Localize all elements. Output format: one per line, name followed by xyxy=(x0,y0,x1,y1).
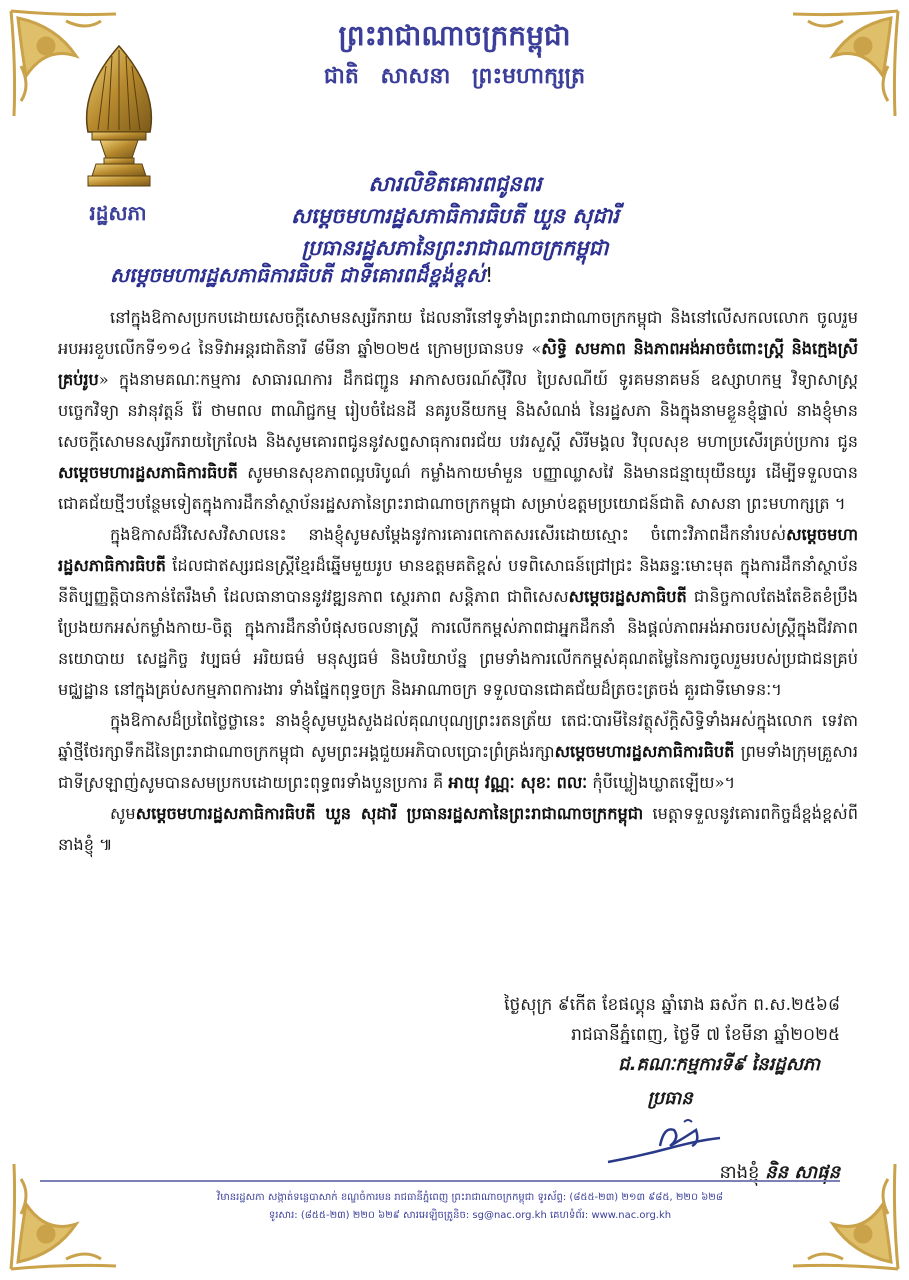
title-line: ប្រធានរដ្ឋសភានៃព្រះរាជាណាចក្រកម្ពុជា xyxy=(301,235,609,260)
footer-address: វិមានរដ្ឋសភា សង្កាត់ទន្លេបាសាក់ ខណ្ឌចំការមន រាជធានីភ្នំពេញ ព្រះរាជាណាចក្រកម្ពុជា ទូរស័ព្ទ: (៨៥៥-២៣) ២១៣ ៩៨៥, ២២០ ៦២៨ xyxy=(217,1192,723,1203)
salutation-mark: ! xyxy=(485,263,494,287)
honorific-text: សម្តេចមហារដ្ឋសភាធិការធិបតី xyxy=(58,463,238,482)
paragraph xyxy=(58,798,858,860)
salutation-text: សម្តេចមហារដ្ឋសភាធិការធិបតី ជាទីគោរពដ៏ខ្ពង់ខ្ពស់ xyxy=(110,263,486,287)
paragraph xyxy=(58,519,858,705)
paragraph xyxy=(58,705,858,798)
text-run: » ក្នុងនាមគណៈកម្មការ សាធារណការ ដឹកជញ្ជូន អាកាសចរណ៍ស៊ីវិល ប្រៃសណីយ៍ ទូរគមនាគមន៍ ឧស្សាហកម្ម វិទ្យាសាស្ត្រ បច្ចេកវិទ្យា នវានុវត្តន៍ រ៉ែ ថាមពល ពាណិជ្ជកម្ម រៀបចំដែនដី នគរូបនីយកម្ម និងសំណង់ នៃរដ្ឋសភា និងក្នុងនាមខ្លួនខ្ញុំផ្ទាល់ នាងខ្ញុំមានសេចក្តីសោមនស្សរីករាយក្រៃលែង និងសូមគោរពជូននូវសព្ទសាធុការពរជ័យ បវរសួស្តី សិរីមង្គល វិបុលសុខ មហាប្រសើរគ្រប់ប្រការ ជូន xyxy=(58,370,858,451)
honorific-text: សម្តេចមហារដ្ឋសភាធិការធិបតី xyxy=(554,742,735,761)
emblem-label: រដ្ឋសភា xyxy=(89,201,147,225)
paragraph xyxy=(58,302,858,519)
signatory-title: ប្រធាន xyxy=(647,1088,693,1109)
letter-title xyxy=(150,168,760,264)
ornament-corner-icon xyxy=(6,1154,126,1274)
text-run: ដែលជាឥស្សរជនស្ត្រីខ្មែរដ៏ឆ្នើមមួយរូប មានឧត្តមគតិខ្ពស់ បទពិសោធន៍ជ្រៅជ្រះ និងឆន្ទៈមោះមុត ក្នុងការដឹកនាំស្ថាប័ននីតិប្បញ្ញត្តិបានកាន់តែរឹងមាំ ដែលធានាបាននូវវឌ្ឍនភាព ស្ថេរភាព សន្តិភាព ជាពិសេស xyxy=(58,556,858,606)
letter-body xyxy=(58,302,858,860)
footer-contact: ទូរសារ: (៨៥៥-២៣) ២២០ ៦២៩ សារអេឡិចត្រូនិច: sg@nac.org.kh គេហទំព័រ: www.nac.org.kh xyxy=(268,1210,672,1221)
signer-name xyxy=(620,1160,840,1187)
text-run: ក្នុងឱកាសដ៏ប្រពៃថ្លៃថ្លានេះ នាងខ្ញុំសូមបួងសួងដល់គុណបុណ្យព្រះរតនត្រ័យ តេជៈបារមីនៃវត្ថុស័ក្តិសិទ្ធិទាំងអស់ក្នុងលោក ទេវតាឆ្នាំថ្មីថែរក្សាទឹកដីនៃព្រះរាជាណាចក្រកម្ពុជា សូមព្រះអង្គជួយអភិបាលប្រោះព្រំគ្រង់រក្សា xyxy=(58,711,858,761)
text-run: នៅក្នុងឱកាសប្រកបដោយសេចក្តីសោមនស្សរីករាយ ដែលនារីនៅទូទាំងព្រះរាជាណាចក្រកម្ពុជា និងនៅលើសកលលោក ចូលរួមអបអរខួបលើកទី១១៤ នៃទិវាអន្តរជាតិនារី ៨មីនា ឆ្នាំ២០២៥ ក្រោមប្រធានបទ « xyxy=(58,308,858,358)
date-block xyxy=(400,990,840,1050)
text-run: សូមមានសុខភាពល្អបរិបូណ៌ កម្លាំងកាយមាំមួន បញ្ញាឈ្លាសវៃ និងមានជន្មាយុយឺនយូរ ដើម្បីទទួលបានជោគជ័យថ្មីៗបន្ថែមទៀតក្នុងការដឹកនាំស្ថាប័នរដ្ឋសភានៃព្រះរាជាណាចក្រកម្ពុជា សម្រាប់ឧត្តមប្រយោជន៍ជាតិ សាសនា ព្រះមហាក្សត្រ ។ xyxy=(58,463,858,513)
lunar-date: ថ្ងៃសុក្រ ៩កើត ខែផល្គុន ឆ្នាំរោង ឆស័ក ព.ស.២៥៦៨ xyxy=(504,995,840,1015)
solar-date: រាជធានីភ្នំពេញ, ថ្ងៃទី ៧ ខែមីនា ឆ្នាំ២០២៥ xyxy=(571,1025,840,1045)
signer-fullname: និន សាផុន xyxy=(765,1162,840,1183)
honorific-text: សម្តេចរដ្ឋសភាធិបតី xyxy=(568,587,687,606)
text-run: មេត្តាទទួលនូវគោរពកិច្ចដ៏ខ្ពង់ខ្ពស់ពីនាងខ្ញុំ ៕ xyxy=(58,804,858,854)
signer-prefix: នាងខ្ញុំ xyxy=(719,1162,760,1183)
text-run: ព្រមទាំងក្រុមគ្រួសារជាទីស្រឡាញ់សូមបានសមប្រកបដោយព្រះពុទ្ធពរទាំងបួនប្រការ គឺ xyxy=(58,742,858,792)
text-run: ជានិច្ចកាលតែងតែខិតខំប្រឹងប្រែងយកអស់កម្លាំងកាយ-ចិត្ត ក្នុងការដឹកនាំបំផុសចលនាស្ត្រី ការលើកកម្ពស់ភាពជាអ្នកដឹកនាំ និងផ្តល់ភាពអង់អាចរបស់ស្ត្រីក្នុងជីវភាពនយោបាយ សេដ្ឋកិច្ច វប្បធម៌ អរិយធម៌ មនុស្សធម៌ និងបរិយាប័ន្ន ព្រមទាំងការលើកកម្ពស់គុណតម្លៃនៃការចូលរួមរបស់ប្រជាជនគ្រប់មជ្ឈដ្ឋាន នៅក្នុងគ្រប់សកម្មភាពការងារ ទាំងផ្នែកពុទ្ធចក្រ និងអាណាចក្រ ទទួលបានជោគជ័យដ៏ត្រចះត្រចង់ គួរជាទីមោទនៈ។ xyxy=(58,587,859,699)
signatory-organization: ជ.គណៈកម្មការទី៩ នៃរដ្ឋសភា xyxy=(618,1054,820,1075)
salutation xyxy=(110,262,870,292)
honorific-text: សម្តេចមហារដ្ឋសភាធិការធិបតី ឃួន សុដារី ប្រធានរដ្ឋសភានៃព្រះរាជាណាចក្រកម្ពុជា xyxy=(135,804,644,823)
footer-divider xyxy=(40,1180,840,1182)
kingdom-heading: ព្រះរាជាណាចក្រកម្ពុជា xyxy=(338,19,571,52)
blessing-text: អាយុ វណ្ណៈ សុខៈ ពលៈ xyxy=(448,773,588,792)
text-run: ក្នុងឱកាសដ៏វិសេសវិសាលនេះ នាងខ្ញុំសូមសម្តែងនូវការគោរពកោតសរសើរដោយស្មោះ ចំពោះវិភាពដឹកនាំរបស់ xyxy=(110,525,787,544)
theme-text: សិទ្ធិ សមភាព និងភាពអង់អាចចំពោះស្ត្រី និងក្មេងស្រីគ្រប់រូប xyxy=(58,339,858,389)
national-motto: ជាតិ សាសនា ព្រះមហាក្សត្រ xyxy=(323,63,586,89)
title-line: សម្តេចមហារដ្ឋសភាធិការធិបតី ឃួន សុដារី xyxy=(291,203,619,228)
title-line: សារលិខិតគោរពជូនពរ xyxy=(368,171,542,196)
text-run: សូម xyxy=(110,804,136,823)
text-run: កុំបីឃ្លៀងឃ្លាតឡើយ»។ xyxy=(587,773,736,792)
honorific-text: សម្តេចមហារដ្ឋសភាធិការធិបតី xyxy=(58,525,858,575)
